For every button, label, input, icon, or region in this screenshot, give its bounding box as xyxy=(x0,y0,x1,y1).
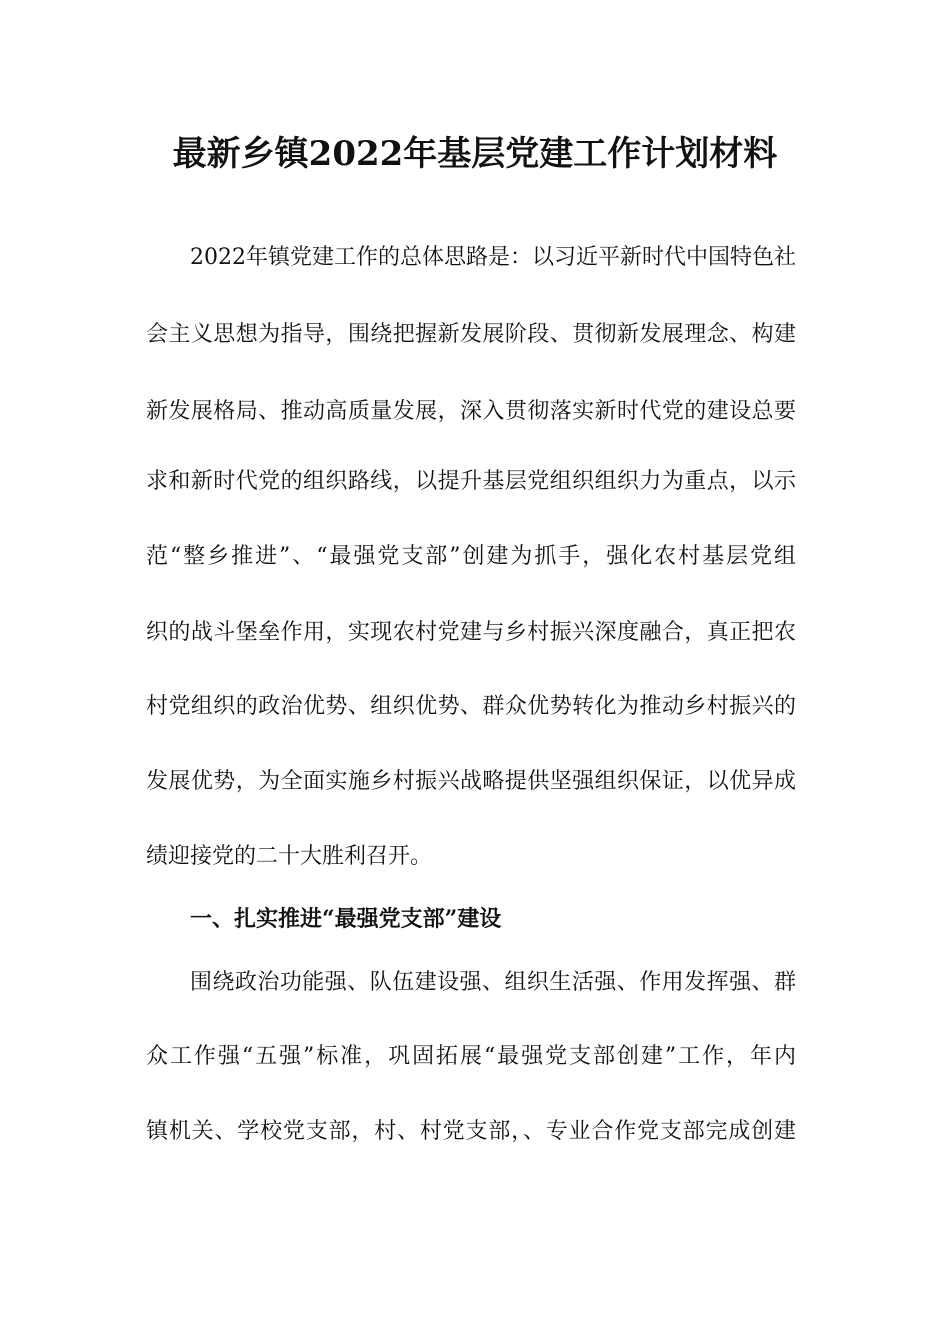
paragraph-line: 发展优势，为全面实施乡村振兴战略提供坚强组织保证，以优异成 xyxy=(146,769,796,794)
paragraph-line: 众工作强“五强”标准，巩固拓展“最强党支部创建”工作，年内 xyxy=(146,1044,796,1069)
paragraph-line: 2022年镇党建工作的总体思路是：以习近平新时代中国特色社 xyxy=(190,245,796,270)
paragraph-line: 织的战斗堡垒作用，实现农村党建与乡村振兴深度融合，真正把农 xyxy=(146,620,796,645)
paragraph-line: 镇机关、学校党支部，村、村党支部，、专业合作党支部完成创建 xyxy=(146,1119,796,1144)
paragraph-line: 范“整乡推进”、“最强党支部”创建为抓手，强化农村基层党组 xyxy=(146,544,796,569)
paragraph-line: 会主义思想为指导，围绕把握新发展阶段、贯彻新发展理念、构建 xyxy=(146,322,796,347)
document-title: 最新乡镇2022年基层党建工作计划材料 xyxy=(172,134,778,174)
paragraph-line: 围绕政治功能强、队伍建设强、组织生活强、作用发挥强、群 xyxy=(190,970,796,995)
paragraph-line: 求和新时代党的组织路线，以提升基层党组织组织力为重点，以示 xyxy=(146,469,796,494)
section-heading: 一、扎实推进“最强党支部”建设 xyxy=(190,906,502,932)
paragraph-line: 绩迎接党的二十大胜利召开。 xyxy=(146,844,433,869)
paragraph-line: 村党组织的政治优势、组织优势、群众优势转化为推动乡村振兴的 xyxy=(146,694,796,719)
paragraph-line: 新发展格局、推动高质量发展，深入贯彻落实新时代党的建设总要 xyxy=(146,399,796,424)
